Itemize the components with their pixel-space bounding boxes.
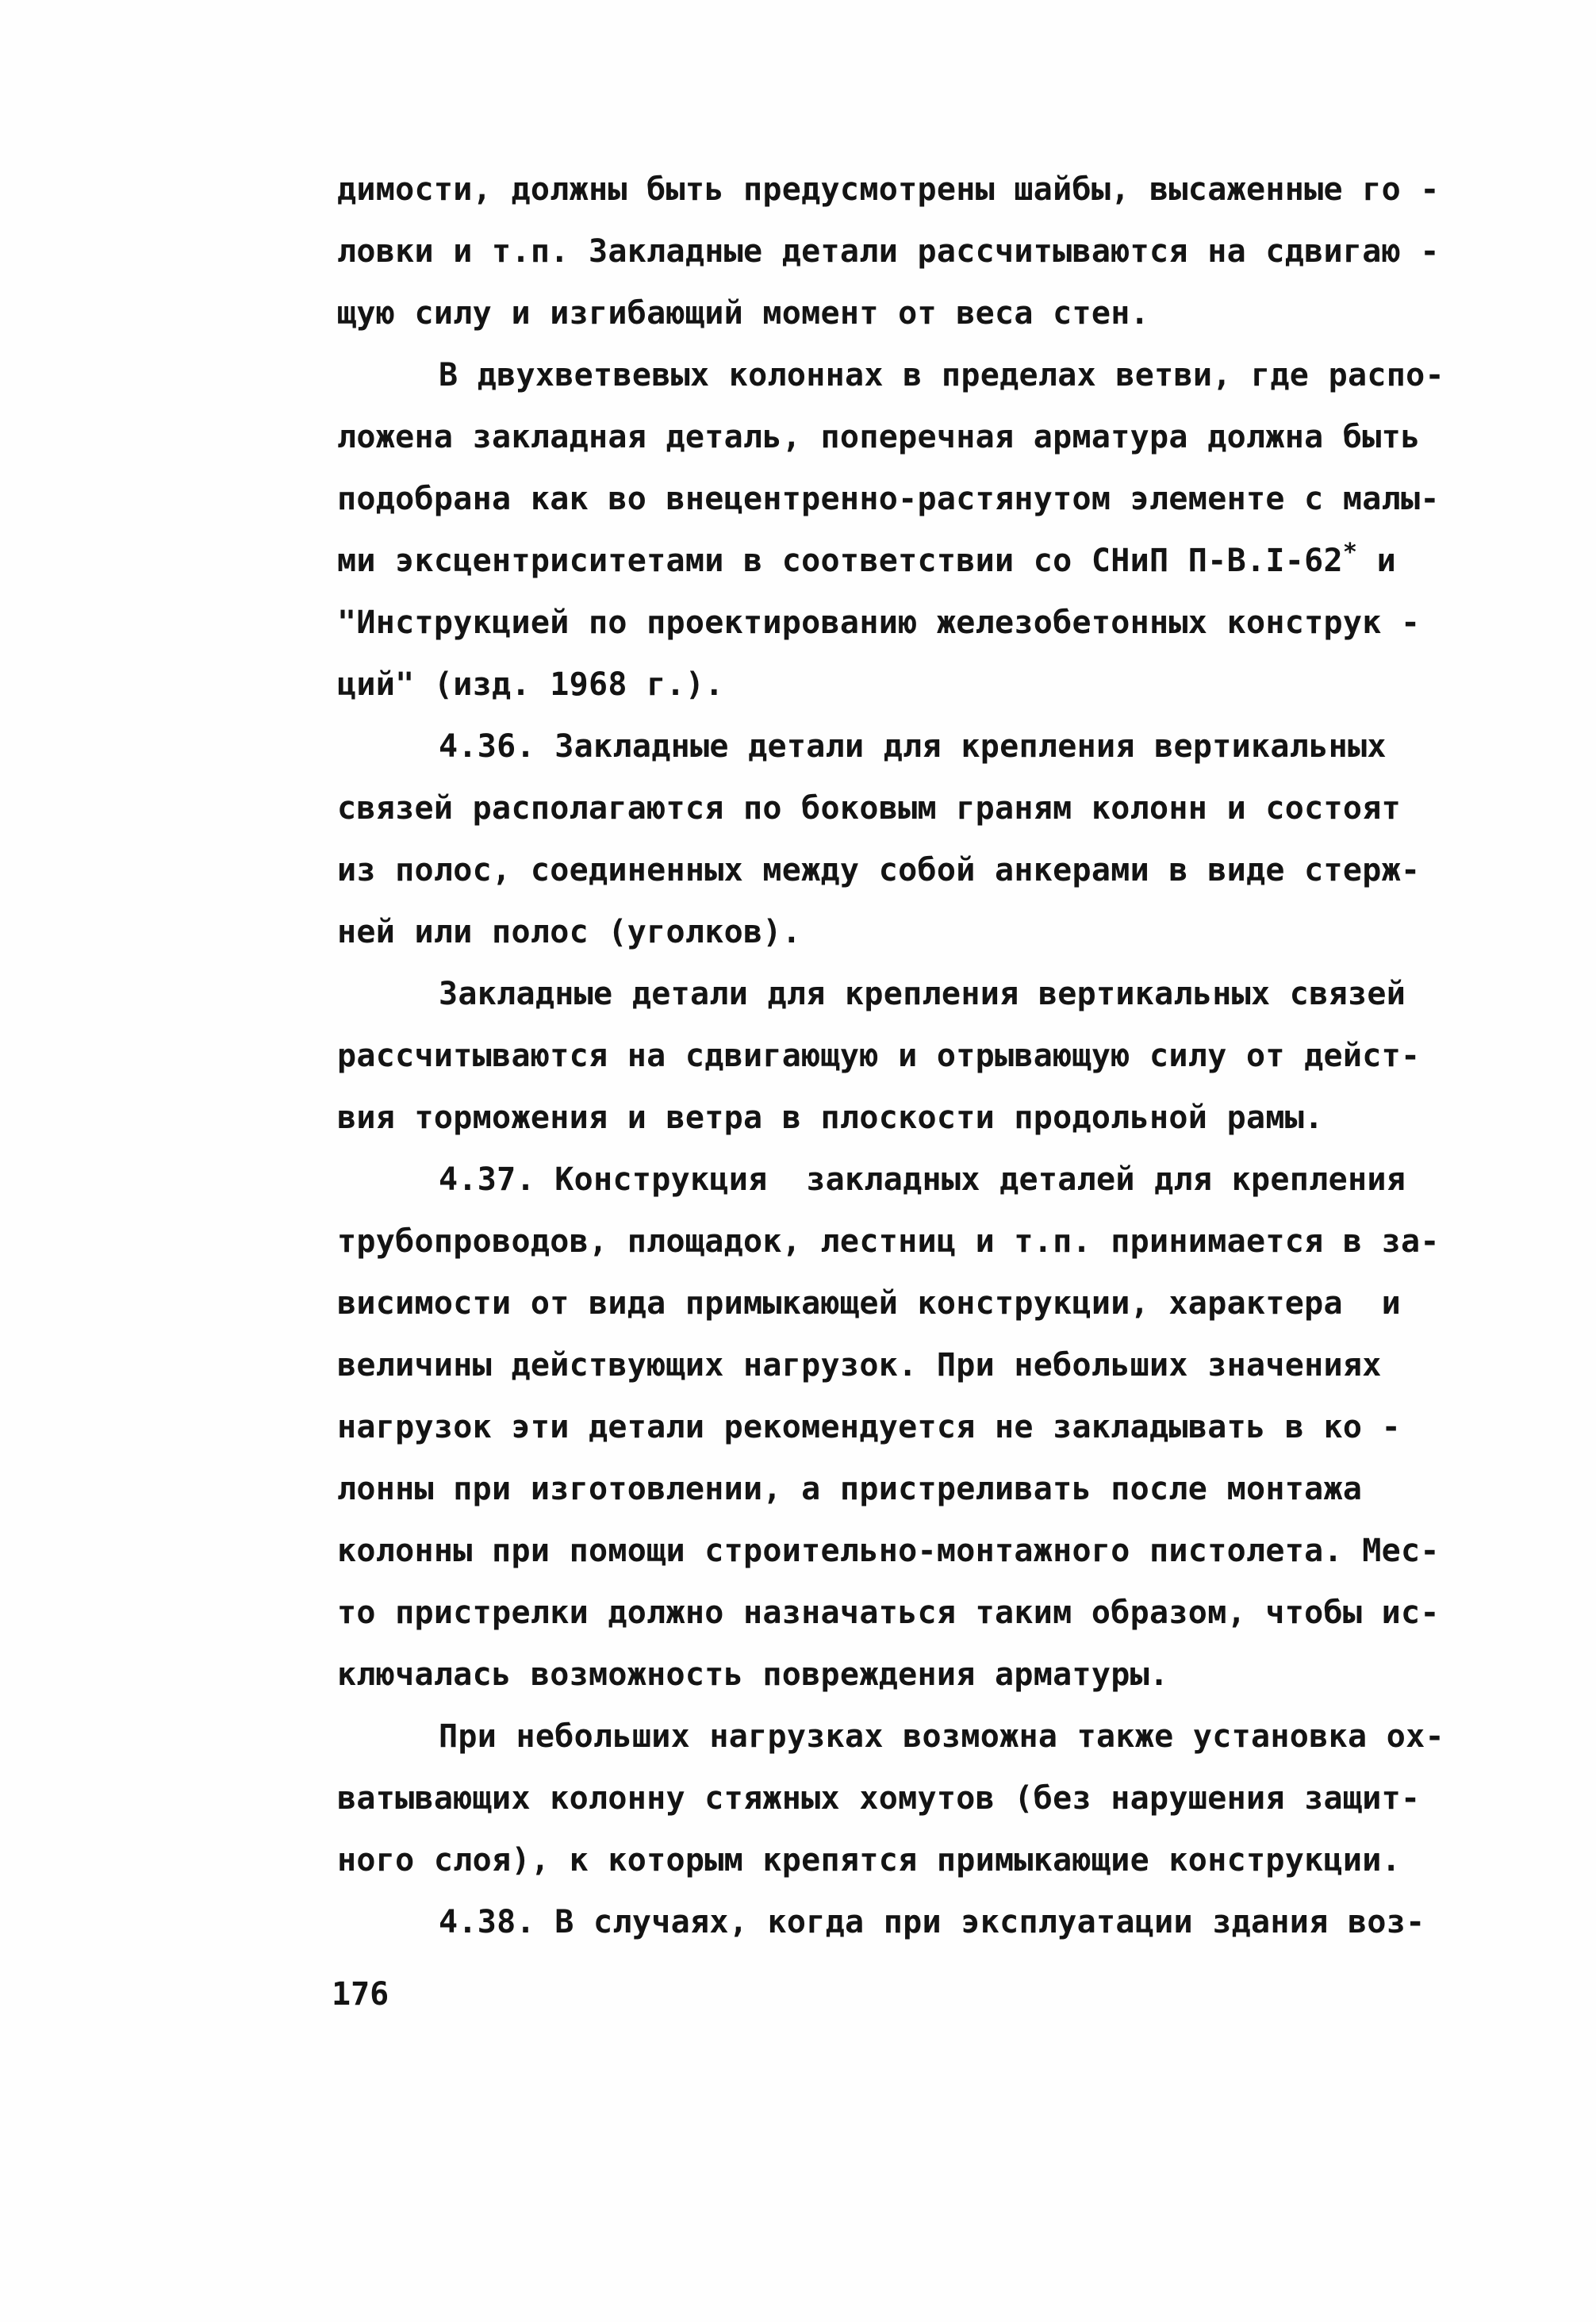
text-line-28: ного слоя), к которым крепятся примыкающие конструкции. bbox=[337, 1842, 1402, 1879]
text-line-26: При небольших нагрузках возможна также установка ох- bbox=[439, 1718, 1444, 1755]
snip-asterisk: * bbox=[1342, 539, 1358, 566]
page-number: 176 bbox=[332, 1976, 389, 2013]
text-line-23: колонны при помощи строительно-монтажного пистолета. Мес- bbox=[337, 1533, 1440, 1569]
text-line-7-tail: и bbox=[1357, 543, 1397, 579]
text-line-6: подобрана как во внецентренно-растянутом элементе с малы- bbox=[337, 481, 1440, 517]
text-line-7-main: ми эксцентриситетами в соответствии со СНиП П-В.I-62 bbox=[337, 543, 1343, 579]
text-line-5: ложена закладная деталь, поперечная арматура должна быть bbox=[337, 419, 1421, 455]
text-line-27: ватывающих колонну стяжных хомутов (без нарушения защит- bbox=[337, 1780, 1421, 1817]
text-line-22: лонны при изготовлении, а пристреливать после монтажа bbox=[337, 1471, 1363, 1507]
text-line-18: трубопроводов, площадок, лестниц и т.п. принимается в за- bbox=[337, 1223, 1440, 1260]
text-line-20: величины действующих нагрузок. При небольших значениях bbox=[337, 1347, 1382, 1384]
text-line-1: димости, должны быть предусмотрены шайбы, высаженные го - bbox=[337, 171, 1440, 208]
text-line-14: Закладные детали для крепления вертикальных связей bbox=[439, 976, 1406, 1012]
text-line-15: рассчитываются на сдвигающую и отрывающую силу от дейст- bbox=[337, 1038, 1421, 1074]
text-line-19: висимости от вида примыкающей конструкции, характера и bbox=[337, 1285, 1402, 1322]
text-line-11: связей располагаются по боковым граням колонн и состоят bbox=[337, 790, 1402, 827]
text-line-4: В двухветвевых колоннах в пределах ветви, где распо- bbox=[439, 357, 1444, 393]
body-text bbox=[337, 159, 1448, 1953]
text-line-13: ней или полос (уголков). bbox=[337, 914, 802, 950]
text-line-24: то пристрелки должно назначаться таким образом, чтобы ис- bbox=[337, 1595, 1440, 1631]
text-line-10: 4.36. Закладные детали для крепления вертикальных bbox=[439, 728, 1387, 765]
text-line-29: 4.38. В случаях, когда при эксплуатации здания воз- bbox=[439, 1904, 1425, 1940]
text-line-21: нагрузок эти детали рекомендуется не закладывать в ко - bbox=[337, 1409, 1402, 1445]
text-line-2: ловки и т.п. Закладные детали рассчитываются на сдвигаю - bbox=[337, 233, 1440, 270]
text-line-16: вия торможения и ветра в плоскости продольной рамы. bbox=[337, 1100, 1324, 1136]
text-line-3: щую силу и изгибающий момент от веса стен. bbox=[337, 295, 1150, 332]
text-line-8: "Инструкцией по проектированию железобетонных конструк - bbox=[337, 604, 1421, 641]
text-line-12: из полос, соединенных между собой анкерами в виде стерж- bbox=[337, 852, 1421, 889]
text-line-7 bbox=[337, 530, 1448, 592]
text-line-17: 4.37. Конструкция закладных деталей для крепления bbox=[439, 1161, 1406, 1198]
text-line-9: ций" (изд. 1968 г.). bbox=[337, 666, 724, 703]
text-line-25: ключалась возможность повреждения арматуры. bbox=[337, 1656, 1169, 1693]
